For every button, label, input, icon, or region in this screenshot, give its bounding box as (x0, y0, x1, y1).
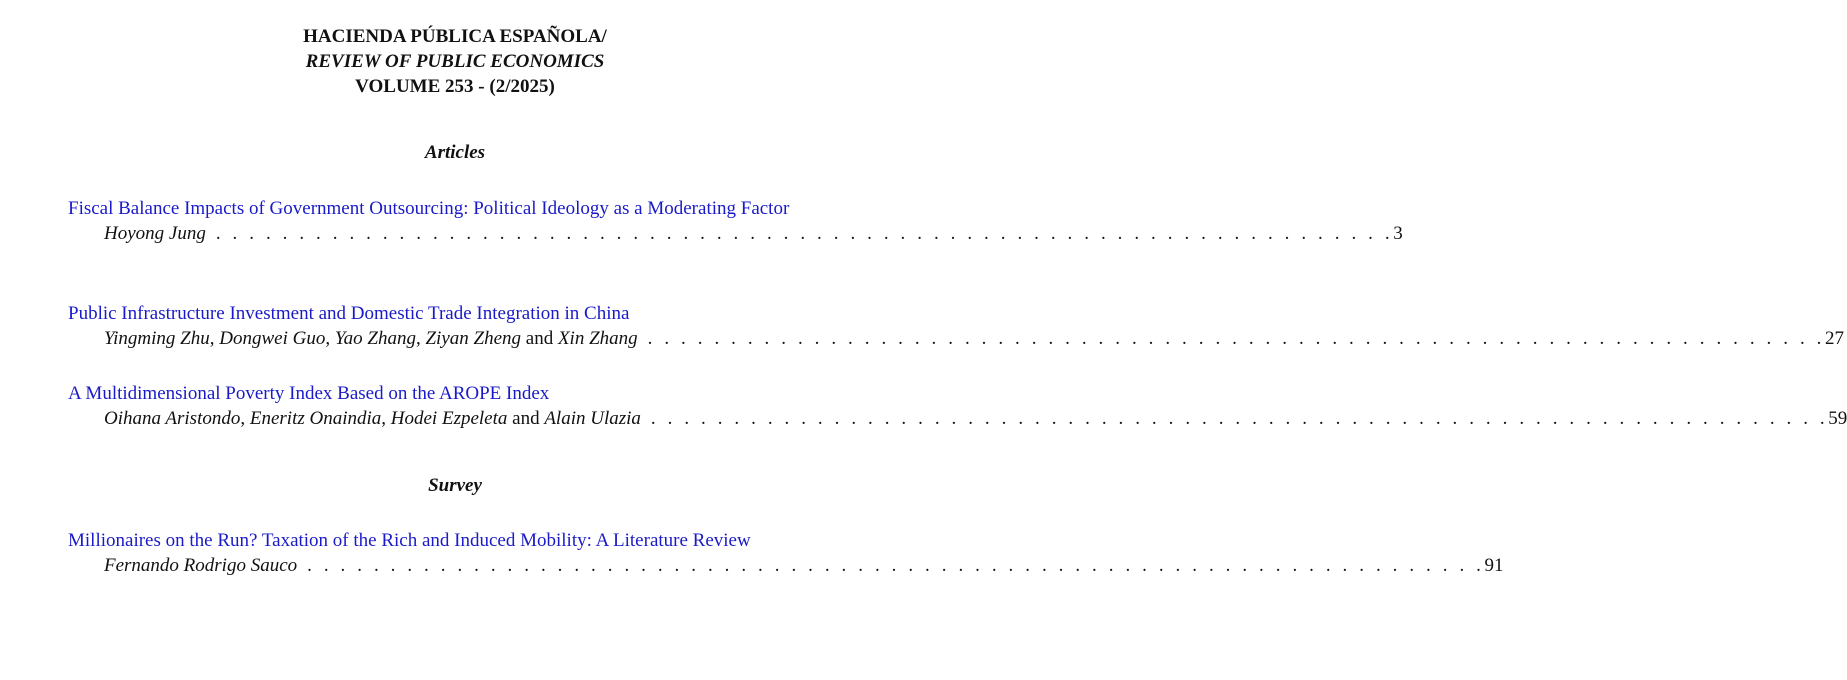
section-title-articles: Articles (424, 142, 486, 163)
author-name: Alain Ulazia (544, 408, 641, 429)
journal-title: HACIENDA PÚBLICA ESPAÑOLA/ (303, 26, 607, 47)
article-title-link[interactable]: Public Infrastructure Investment and Domestic Trade Integration in China (68, 303, 630, 324)
separator: , (415, 328, 426, 349)
author-name: Xin Zhang (557, 328, 638, 349)
dot-leader: . . . . . . . . . . . . . . . . . . . . . . . . . . . . . . . . . . . . . . . . . . . . . . . . . . . . . . . . . . . . . . . . . . . . . . . (650, 408, 1829, 429)
author-name: Yao Zhang (334, 328, 416, 349)
author-name: Yingming Zhu (104, 328, 210, 349)
separator: , (325, 328, 335, 349)
author-name: Eneritz Onaindia (249, 408, 382, 429)
author-name: Oihana Aristondo (104, 408, 241, 429)
authors (104, 406, 641, 431)
author-name: Dongwei Guo (219, 328, 326, 349)
toc-entry (68, 528, 1504, 578)
page-number: 3 (1393, 223, 1403, 244)
journal-subtitle: REVIEW OF PUBLIC ECONOMICS (305, 51, 605, 72)
toc-entry (68, 381, 1847, 431)
volume-label: VOLUME 253 - (2/2025) (355, 76, 555, 97)
separator: and (521, 328, 558, 349)
separator: , (209, 328, 220, 349)
dot-leader: . . . . . . . . . . . . . . . . . . . . . . . . . . . . . . . . . . . . . . . . . . . . . . . . . . . . . . . . . . . . . . . . . . . . . . . (647, 328, 1826, 349)
author-name: Hoyong Jung (104, 223, 206, 244)
separator: and (507, 408, 545, 429)
author-line (68, 406, 1847, 431)
dot-leader: . . . . . . . . . . . . . . . . . . . . . . . . . . . . . . . . . . . . . . . . . . . . . . . . . . . . . . . . . . . . . . . . . . . . . . . (215, 223, 1394, 244)
author-name: Fernando Rodrigo Sauco (104, 555, 298, 576)
author-line (68, 326, 1845, 351)
page-number: 59 (1828, 408, 1847, 429)
section-title-survey: Survey (428, 475, 482, 496)
authors (104, 326, 638, 351)
author-line (68, 221, 1403, 246)
author-name: Hodei Ezpeleta (390, 408, 508, 429)
toc-entry (68, 196, 1403, 246)
article-title-link[interactable]: Fiscal Balance Impacts of Government Outsourcing: Political Ideology as a Moderating Factor (68, 198, 790, 219)
article-title-link[interactable]: Millionaires on the Run? Taxation of the Rich and Induced Mobility: A Literature Review (68, 530, 751, 551)
toc-entry (68, 301, 1845, 351)
article-title-link[interactable]: A Multidimensional Poverty Index Based on the AROPE Index (68, 383, 550, 404)
separator: , (240, 408, 250, 429)
page-number: 91 (1484, 555, 1504, 576)
dot-leader: . . . . . . . . . . . . . . . . . . . . . . . . . . . . . . . . . . . . . . . . . . . . . . . . . . . . . . . . . . . . . . . . . . . . . . . (307, 555, 1485, 576)
page-number: 27 (1825, 328, 1845, 349)
author-name: Ziyan Zheng (425, 328, 522, 349)
journal-header (0, 24, 910, 99)
author-line (68, 553, 1504, 578)
separator: , (381, 408, 391, 429)
authors (104, 221, 206, 246)
authors (104, 553, 297, 578)
